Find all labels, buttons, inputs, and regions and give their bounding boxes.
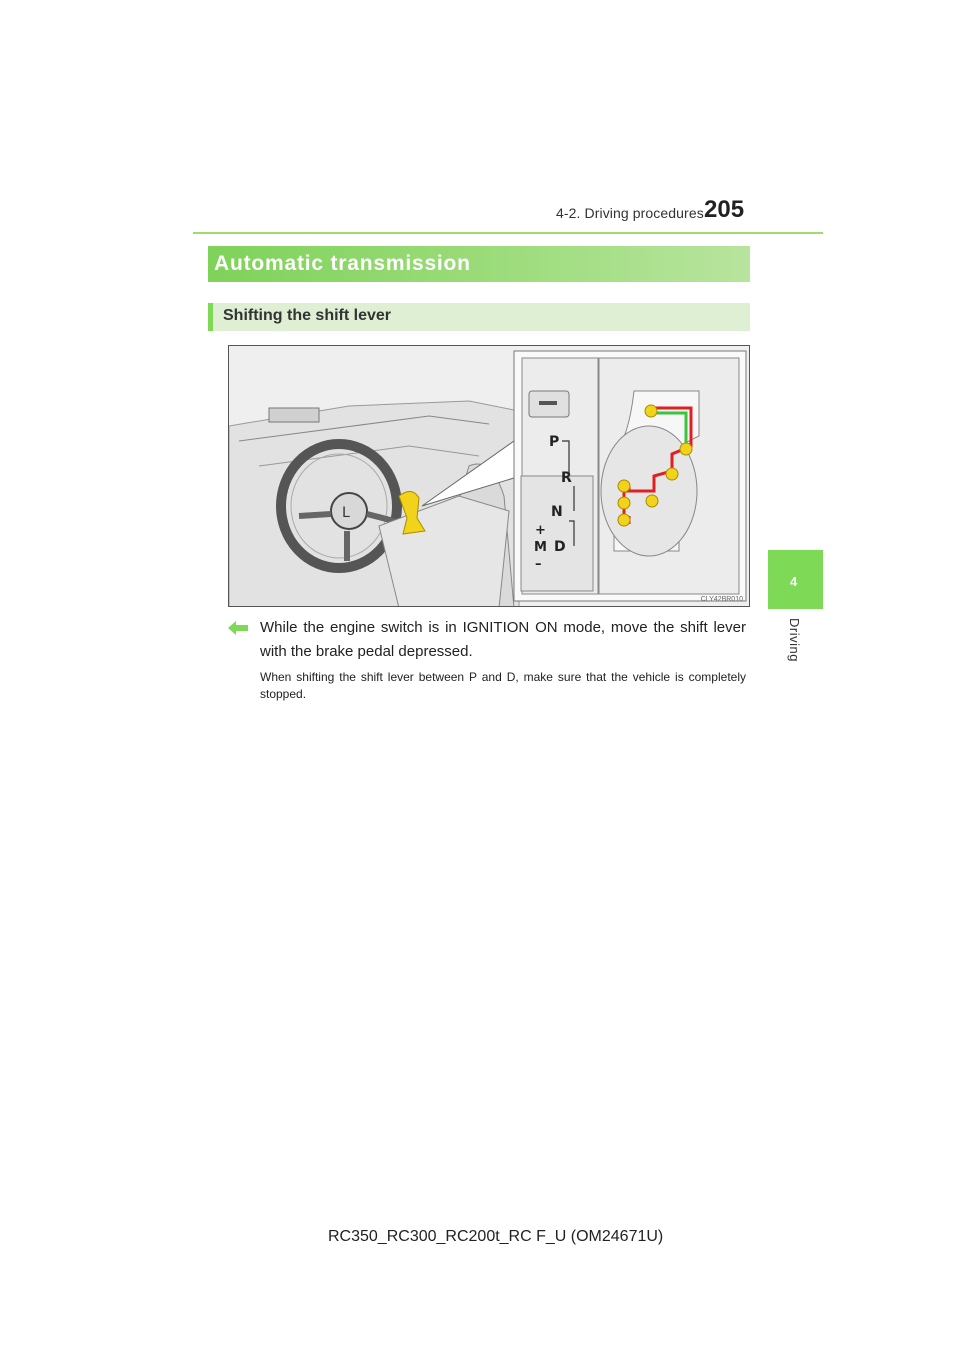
gear-label-d: D [554, 539, 566, 555]
gear-label-m: M [534, 540, 547, 555]
chapter-label: Driving [787, 618, 802, 662]
sub-heading-title: Shifting the shift lever [223, 307, 392, 324]
page-number: 205 [704, 196, 745, 223]
arrow-left-icon [228, 621, 248, 635]
gear-label-r: R [561, 470, 572, 486]
gear-label-plus: + [535, 523, 546, 538]
figure-code: CLY42BR010 [700, 596, 743, 603]
header-divider [193, 232, 823, 234]
illustration-drawing [229, 346, 750, 607]
shift-lever-illustration [228, 345, 750, 607]
chapter-number: 4 [790, 574, 798, 589]
section-heading [208, 246, 750, 282]
sub-heading [208, 303, 750, 331]
running-header: 4-2. Driving procedures [556, 205, 704, 221]
gear-label-n: N [551, 504, 563, 520]
gear-label-p: P [549, 434, 560, 450]
gear-label-minus: – [535, 557, 542, 572]
svg-text:L: L [342, 505, 350, 521]
sub-heading-accent [208, 303, 213, 331]
instruction-text: While the engine switch is in IGNITION ON mode, move the shift lever with the brake pedal depressed. [260, 619, 746, 660]
section-title: Automatic transmission [214, 252, 471, 275]
note-text: When shifting the shift lever between P and D, make sure that the vehicle is completely stopped. [260, 670, 746, 701]
document-footer: RC350_RC300_RC200t_RC F_U (OM24671U) [328, 1228, 664, 1245]
